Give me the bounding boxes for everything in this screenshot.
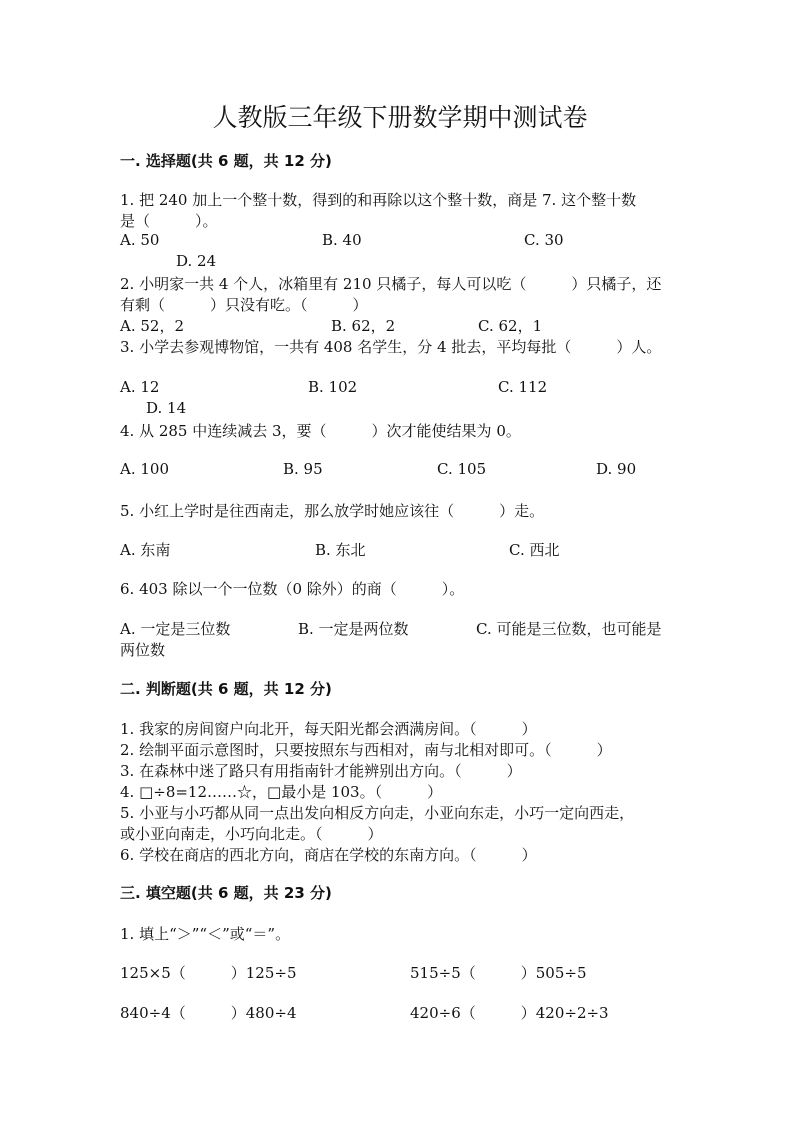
judgment-line-2: 2. 绘制平面示意图时，只要按照东与西相对，南与北相对即可。（ ） bbox=[120, 741, 612, 759]
q6-option-b: B. 一定是两位数 bbox=[298, 620, 409, 638]
q4-line-1: 4. 从 285 中连续减去 3，要（ ）次才能使结果为 0。 bbox=[120, 422, 521, 440]
q4-option-a: A. 100 bbox=[120, 460, 169, 478]
q6-option-c: C. 可能是三位数，也可能是 bbox=[476, 620, 662, 638]
q1-option-d: D. 24 bbox=[176, 252, 217, 270]
fill-row-2-left: 840÷4（ ）480÷4 bbox=[120, 1004, 297, 1022]
q5-option-a: A. 东南 bbox=[120, 541, 171, 559]
section-heading-choice: 一. 选择题(共 6 题，共 12 分) bbox=[120, 152, 332, 170]
fill-row-1-left: 125×5（ ）125÷5 bbox=[120, 964, 297, 982]
q3-option-c: C. 112 bbox=[498, 378, 548, 396]
q2-option-c: C. 62，1 bbox=[478, 317, 543, 335]
q3-line-1: 3. 小学去参观博物馆，一共有 408 名学生，分 4 批去，平均每批（ ）人。 bbox=[120, 338, 662, 356]
fill-q1-intro: 1. 填上“＞”“＜”或“＝”。 bbox=[120, 925, 291, 943]
q5-option-c: C. 西北 bbox=[509, 541, 560, 559]
q5-option-b: B. 东北 bbox=[315, 541, 366, 559]
judgment-line-6: 6. 学校在商店的西北方向，商店在学校的东南方向。（ ） bbox=[120, 846, 537, 864]
q6-option-a: A. 一定是三位数 bbox=[120, 620, 231, 638]
section-heading-judgment: 二. 判断题(共 6 题，共 12 分) bbox=[120, 680, 332, 698]
q4-option-b: B. 95 bbox=[283, 460, 323, 478]
judgment-line-4: 4. □÷8=12……☆，□最小是 103。（ ） bbox=[120, 783, 443, 801]
q4-option-c: C. 105 bbox=[437, 460, 487, 478]
judgment-line-5: 5. 小亚与小巧都从同一点出发向相反方向走，小亚向东走，小巧一定向西走， bbox=[120, 804, 635, 822]
q1-option-a: A. 50 bbox=[120, 231, 160, 249]
q5-line-1: 5. 小红上学时是往西南走，那么放学时她应该往（ ）走。 bbox=[120, 502, 545, 520]
q1-line-2: 是（ ）。 bbox=[120, 212, 218, 230]
fill-row-1-right: 515÷5（ ）505÷5 bbox=[410, 964, 587, 982]
q1-option-b: B. 40 bbox=[322, 231, 362, 249]
q1-line-1: 1. 把 240 加上一个整十数，得到的和再除以这个整十数，商是 7. 这个整十数 bbox=[120, 191, 637, 209]
fill-row-2-right: 420÷6（ ）420÷2÷3 bbox=[410, 1004, 609, 1022]
q3-option-a: A. 12 bbox=[120, 378, 160, 396]
q2-line-1: 2. 小明家一共 4 个人，冰箱里有 210 只橘子，每人可以吃（ ）只橘子，还 bbox=[120, 275, 662, 293]
q2-option-a: A. 52，2 bbox=[120, 317, 184, 335]
q3-option-d: D. 14 bbox=[146, 399, 187, 417]
q6-line-1: 6. 403 除以一个一位数（0 除外）的商（ ）。 bbox=[120, 580, 465, 598]
q4-option-d: D. 90 bbox=[596, 460, 637, 478]
q2-option-b: B. 62，2 bbox=[331, 317, 396, 335]
q1-option-c: C. 30 bbox=[524, 231, 564, 249]
page-title: 人教版三年级下册数学期中测试卷 bbox=[212, 103, 588, 132]
q3-option-b: B. 102 bbox=[308, 378, 358, 396]
judgment-line-5-cont: 或小亚向南走，小巧向北走。（ ） bbox=[120, 825, 383, 843]
section-heading-fill: 三. 填空题(共 6 题，共 23 分) bbox=[120, 884, 332, 902]
judgment-line-1: 1. 我家的房间窗户向北开，每天阳光都会洒满房间。（ ） bbox=[120, 720, 537, 738]
q2-line-2: 有剩（ ）只没有吃。（ ） bbox=[120, 296, 368, 314]
judgment-line-3: 3. 在森林中迷了路只有用指南针才能辨别出方向。（ ） bbox=[120, 762, 522, 780]
q6-option-c-cont: 两位数 bbox=[120, 641, 166, 659]
